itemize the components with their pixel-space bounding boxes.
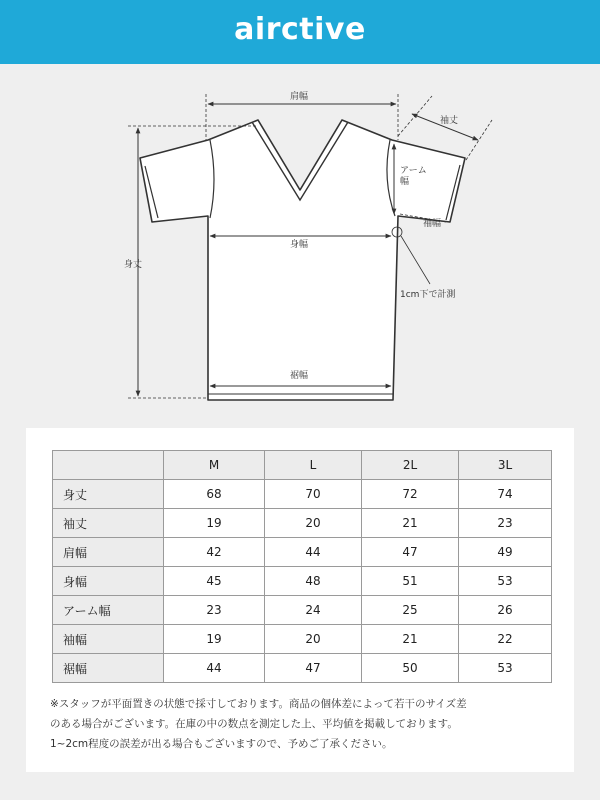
column-header: 2L (362, 451, 459, 480)
table-row (53, 480, 552, 509)
row-label: 袖幅 (53, 625, 164, 654)
note-line: のある場合がございます。在庫の中の数点を測定した上、平均値を掲載しております。 (50, 718, 458, 730)
table-cell: 72 (362, 480, 459, 509)
table-cell: 24 (265, 596, 362, 625)
tshirt-shape (140, 120, 465, 400)
table-cell: 44 (164, 654, 265, 683)
row-label: 裾幅 (53, 654, 164, 683)
table-row (53, 596, 552, 625)
header-bar (0, 0, 600, 64)
table-row (53, 567, 552, 596)
label-sleeve-width: 袖幅 (423, 219, 442, 229)
label-body-length: 身丈 (124, 260, 143, 270)
table-row (53, 538, 552, 567)
label-shoulder-width: 肩幅 (290, 92, 309, 102)
brand-logo: airctive (234, 12, 366, 47)
table-cell: 51 (362, 567, 459, 596)
row-label: 肩幅 (53, 538, 164, 567)
table-cell: 53 (459, 567, 552, 596)
table-cell: 21 (362, 625, 459, 654)
table-cell: 42 (164, 538, 265, 567)
table-row (53, 654, 552, 683)
size-chart-panel (26, 428, 574, 772)
table-cell: 20 (265, 509, 362, 538)
row-label: 袖丈 (53, 509, 164, 538)
label-arm-hole: アーム 幅 (400, 166, 427, 187)
note-line: ※スタッフが平面置きの状態で採寸しております。商品の個体差によって若干のサイズ差 (50, 698, 467, 710)
table-cell: 23 (459, 509, 552, 538)
column-header: L (265, 451, 362, 480)
row-label: アーム幅 (53, 596, 164, 625)
table-cell: 50 (362, 654, 459, 683)
measurement-diagram (0, 64, 600, 424)
table-cell: 19 (164, 625, 265, 654)
table-row (53, 625, 552, 654)
row-label: 身丈 (53, 480, 164, 509)
row-label: 身幅 (53, 567, 164, 596)
table-cell: 44 (265, 538, 362, 567)
size-table (52, 450, 552, 683)
table-cell: 26 (459, 596, 552, 625)
table-header-row (53, 451, 552, 480)
measurement-note (50, 694, 560, 754)
table-cell: 48 (265, 567, 362, 596)
column-header: 3L (459, 451, 552, 480)
table-cell: 21 (362, 509, 459, 538)
table-cell: 74 (459, 480, 552, 509)
table-cell: 45 (164, 567, 265, 596)
table-cell: 49 (459, 538, 552, 567)
note-line: 1~2cm程度の誤差が出る場合もございますので、予めご了承ください。 (50, 738, 393, 750)
table-cell: 19 (164, 509, 265, 538)
table-cell: 47 (362, 538, 459, 567)
table-cell: 25 (362, 596, 459, 625)
column-header: M (164, 451, 265, 480)
table-cell: 53 (459, 654, 552, 683)
table-cell: 70 (265, 480, 362, 509)
table-cell: 22 (459, 625, 552, 654)
table-cell: 47 (265, 654, 362, 683)
table-corner-cell (53, 451, 164, 480)
table-row (53, 509, 552, 538)
table-cell: 23 (164, 596, 265, 625)
label-chest-width: 身幅 (290, 240, 309, 250)
label-measure-note: 1cm下で計測 (400, 290, 456, 300)
label-hem-width: 裾幅 (290, 371, 309, 381)
label-sleeve-length: 袖丈 (440, 116, 459, 126)
table-cell: 68 (164, 480, 265, 509)
table-cell: 20 (265, 625, 362, 654)
